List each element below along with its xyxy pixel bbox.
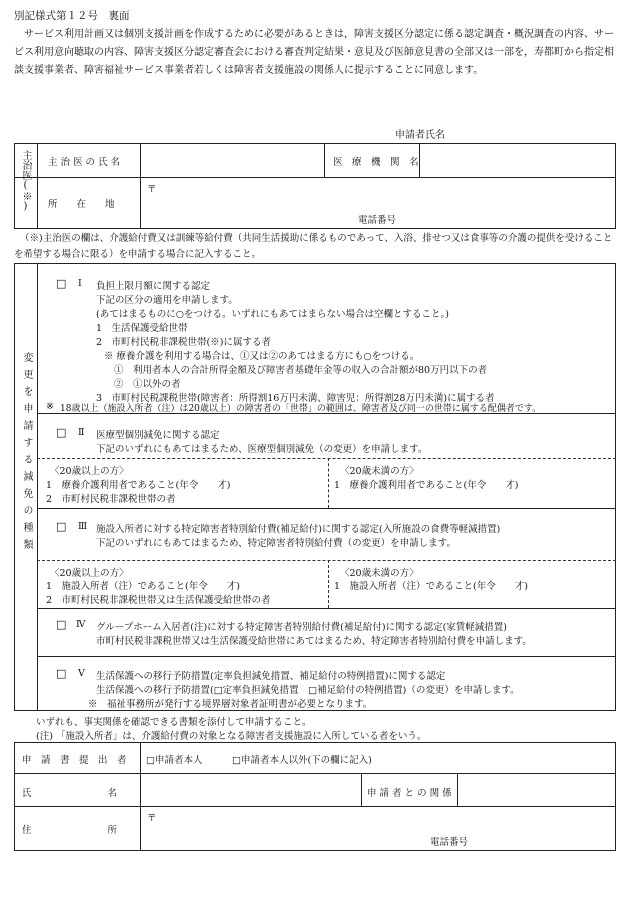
section1-item1: 1 生活保護受給世帯 [96,323,188,334]
section1-item3: 3 市町村民税課税世帯(障害者：所得割16万円未満、障害児：所得割28万円未満)に属する者 [96,393,495,404]
section1-item2-sub1: ① 利用者本人の合計所得金額及び障害者基礎年金等の収入の合計額が80万円以下の者 [114,365,488,376]
section2-title: 医療型個別減免に関する認定 [96,430,220,441]
submitter-name-field[interactable] [142,775,359,805]
section2-right-head: 〈20歳未満の方〉 [340,466,419,477]
section1-line1: 下記の区分の適用を申請します。 [96,295,238,306]
doctor-address-field[interactable] [160,180,610,208]
section3-right-item1: 1 施設入所者（注）であること(年令 才) [334,581,528,592]
submitter-phone-label: 電話番号 [430,837,469,848]
section2-num: Ⅱ [78,427,85,438]
doctor-name-field[interactable] [142,145,322,176]
note-line1: いずれも、事実関係を確認できる書類を添付して申請すること。 [36,717,312,728]
doctor-address-label: 所 在 地 [48,199,115,210]
section1-line2: (あてはまるものに○をつける。いずれにもあてはまらない場合は空欄とすること。) [96,309,449,320]
postal-mark: 〒 [147,184,157,195]
consent-paragraph: サービス利用計画又は個別支援計画を作成するために必要があるときは，障害支援区分認定に係る認定調査・概況調査の内容、サービス利用意向聴取の内容、障害支援区分認定審査会における審査判定結果・意見及び医師意見書の全部又は一部を，寿都町から指定相談支援事業者、障害福祉サービス事業者若しくは障害者支援施設の関係人に提示することに同意します。 [14,29,614,76]
section1-item2-note: ※ 療養介護を利用する場合は、①又は②のあてはまる方にも○をつける。 [104,351,420,362]
section4-checkbox[interactable]: □ [56,618,67,631]
section1-item2: 2 市町村民税非課税世帯(※)に属する者 [96,337,271,348]
reduction-side-label: 変更を申請する減免の種類 [21,352,32,556]
section3-checkbox[interactable]: □ [56,520,67,533]
section3-right-head: 〈20歳未満の方〉 [340,568,419,579]
section4-title: グループホーム入居者(注)に対する特定障害者特別給付費(補足給付)に関する認定(家賃軽減措置) [96,622,507,633]
relation-field[interactable] [459,775,613,805]
form-title: 別記様式第１２号 裏面 [14,10,130,22]
section3-left-item1: 1 施設入所者（注）であること(年令 才) [46,581,240,592]
section5-line1: 生活保護への移行予防措置(□定率負担減免措置 □補足給付の特例措置)（の変更）を申請します。 [96,685,520,696]
section2-left-item1: 1 療養介護利用者であること(年令 才) [46,480,231,491]
section3-line1: 下記のいずれにもあてはまるため、特定障害者特別給付費（の変更）を申請します。 [96,538,456,549]
submitter-label: 申 請 書 提 出 者 [22,755,127,766]
doctor-phone-label: 電話番号 [358,215,397,226]
section3-title: 施設入所者に対する特定障害者特別給付費(補足給付)に関する認定(入所施設の食費等軽減措置) [96,524,501,535]
doctor-side-label: 主治医(※) [20,150,31,212]
section5-num: Ⅴ [78,668,85,679]
section5-checkbox[interactable]: □ [56,667,67,680]
institution-label: 医 療 機 関 名 [333,157,419,168]
section1-footnote-mark: ※ [46,401,54,412]
relation-label: 申 請 者 と の 関 係 [367,788,452,799]
section4-num: Ⅳ [76,619,86,630]
submitter-option-other[interactable]: □申請者本人以外(下の欄に記入) [232,755,372,766]
section1-title: 負担上限月額に関する認定 [96,281,211,292]
submitter-name-label: 氏 名 [22,788,118,799]
section3-num: Ⅲ [78,521,88,532]
institution-field[interactable] [421,145,613,176]
doctor-name-label: 主 治 医 の 氏 名 [48,157,121,168]
section3-left-item2: 2 市町村民税非課税世帯又は生活保護受給世帯の者 [46,595,271,606]
section1-checkbox[interactable]: □ [56,277,67,290]
submitter-address-field[interactable] [160,809,610,835]
section2-right-item1: 1 療養介護利用者であること(年令 才) [334,480,519,491]
submitter-address-label: 住 所 [22,825,118,836]
section4-line1: 市町村民税非課税世帯又は生活保護受給世帯にあてはまるため、特定障害者特別給付費を申請します。 [96,636,532,647]
section1-num: Ⅰ [78,278,82,289]
section5-title: 生活保護への移行予防措置(定率負担減免措置、補足給付の特例措置)に関する認定 [96,671,446,682]
applicant-name-label: 申請者氏名 [395,130,445,141]
section2-checkbox[interactable]: □ [56,426,67,439]
section5-line2: ※ 福祉事務所が発行する境界層対象者証明書が必要となります。 [88,699,373,710]
section2-line1: 下記のいずれにもあてはまるため、医療型個別減免（の変更）を申請します。 [96,444,428,455]
section1-item2-sub2: ② ①以外の者 [114,379,181,390]
doctor-note: （※)主治医の欄は、介護給付費又は訓練等給付費（共同生活援助に係るものであって、入浴、排せつ又は食事等の介護の提供を受けることを希望する場合に限る）を申請する場合に記入すること。 [14,233,613,260]
submitter-postal-mark: 〒 [147,813,157,824]
section3-left-head: 〈20歳以上の方〉 [50,568,129,579]
note-line2: (注) 「施設入所者」は、介護給付費の対象となる障害者支援施設に入所している者をいう。 [36,731,427,742]
section2-left-head: 〈20歳以上の方〉 [50,466,129,477]
section2-left-item2: 2 市町村民税非課税世帯の者 [46,494,176,505]
submitter-option-self[interactable]: □申請者本人 [146,755,203,766]
section1-footnote: 18歳以上（施設入所者（注）は20歳以上）の障害者の「世帯」の範囲は、障害者及び同一の世帯に属する配偶者です。 [60,404,542,414]
